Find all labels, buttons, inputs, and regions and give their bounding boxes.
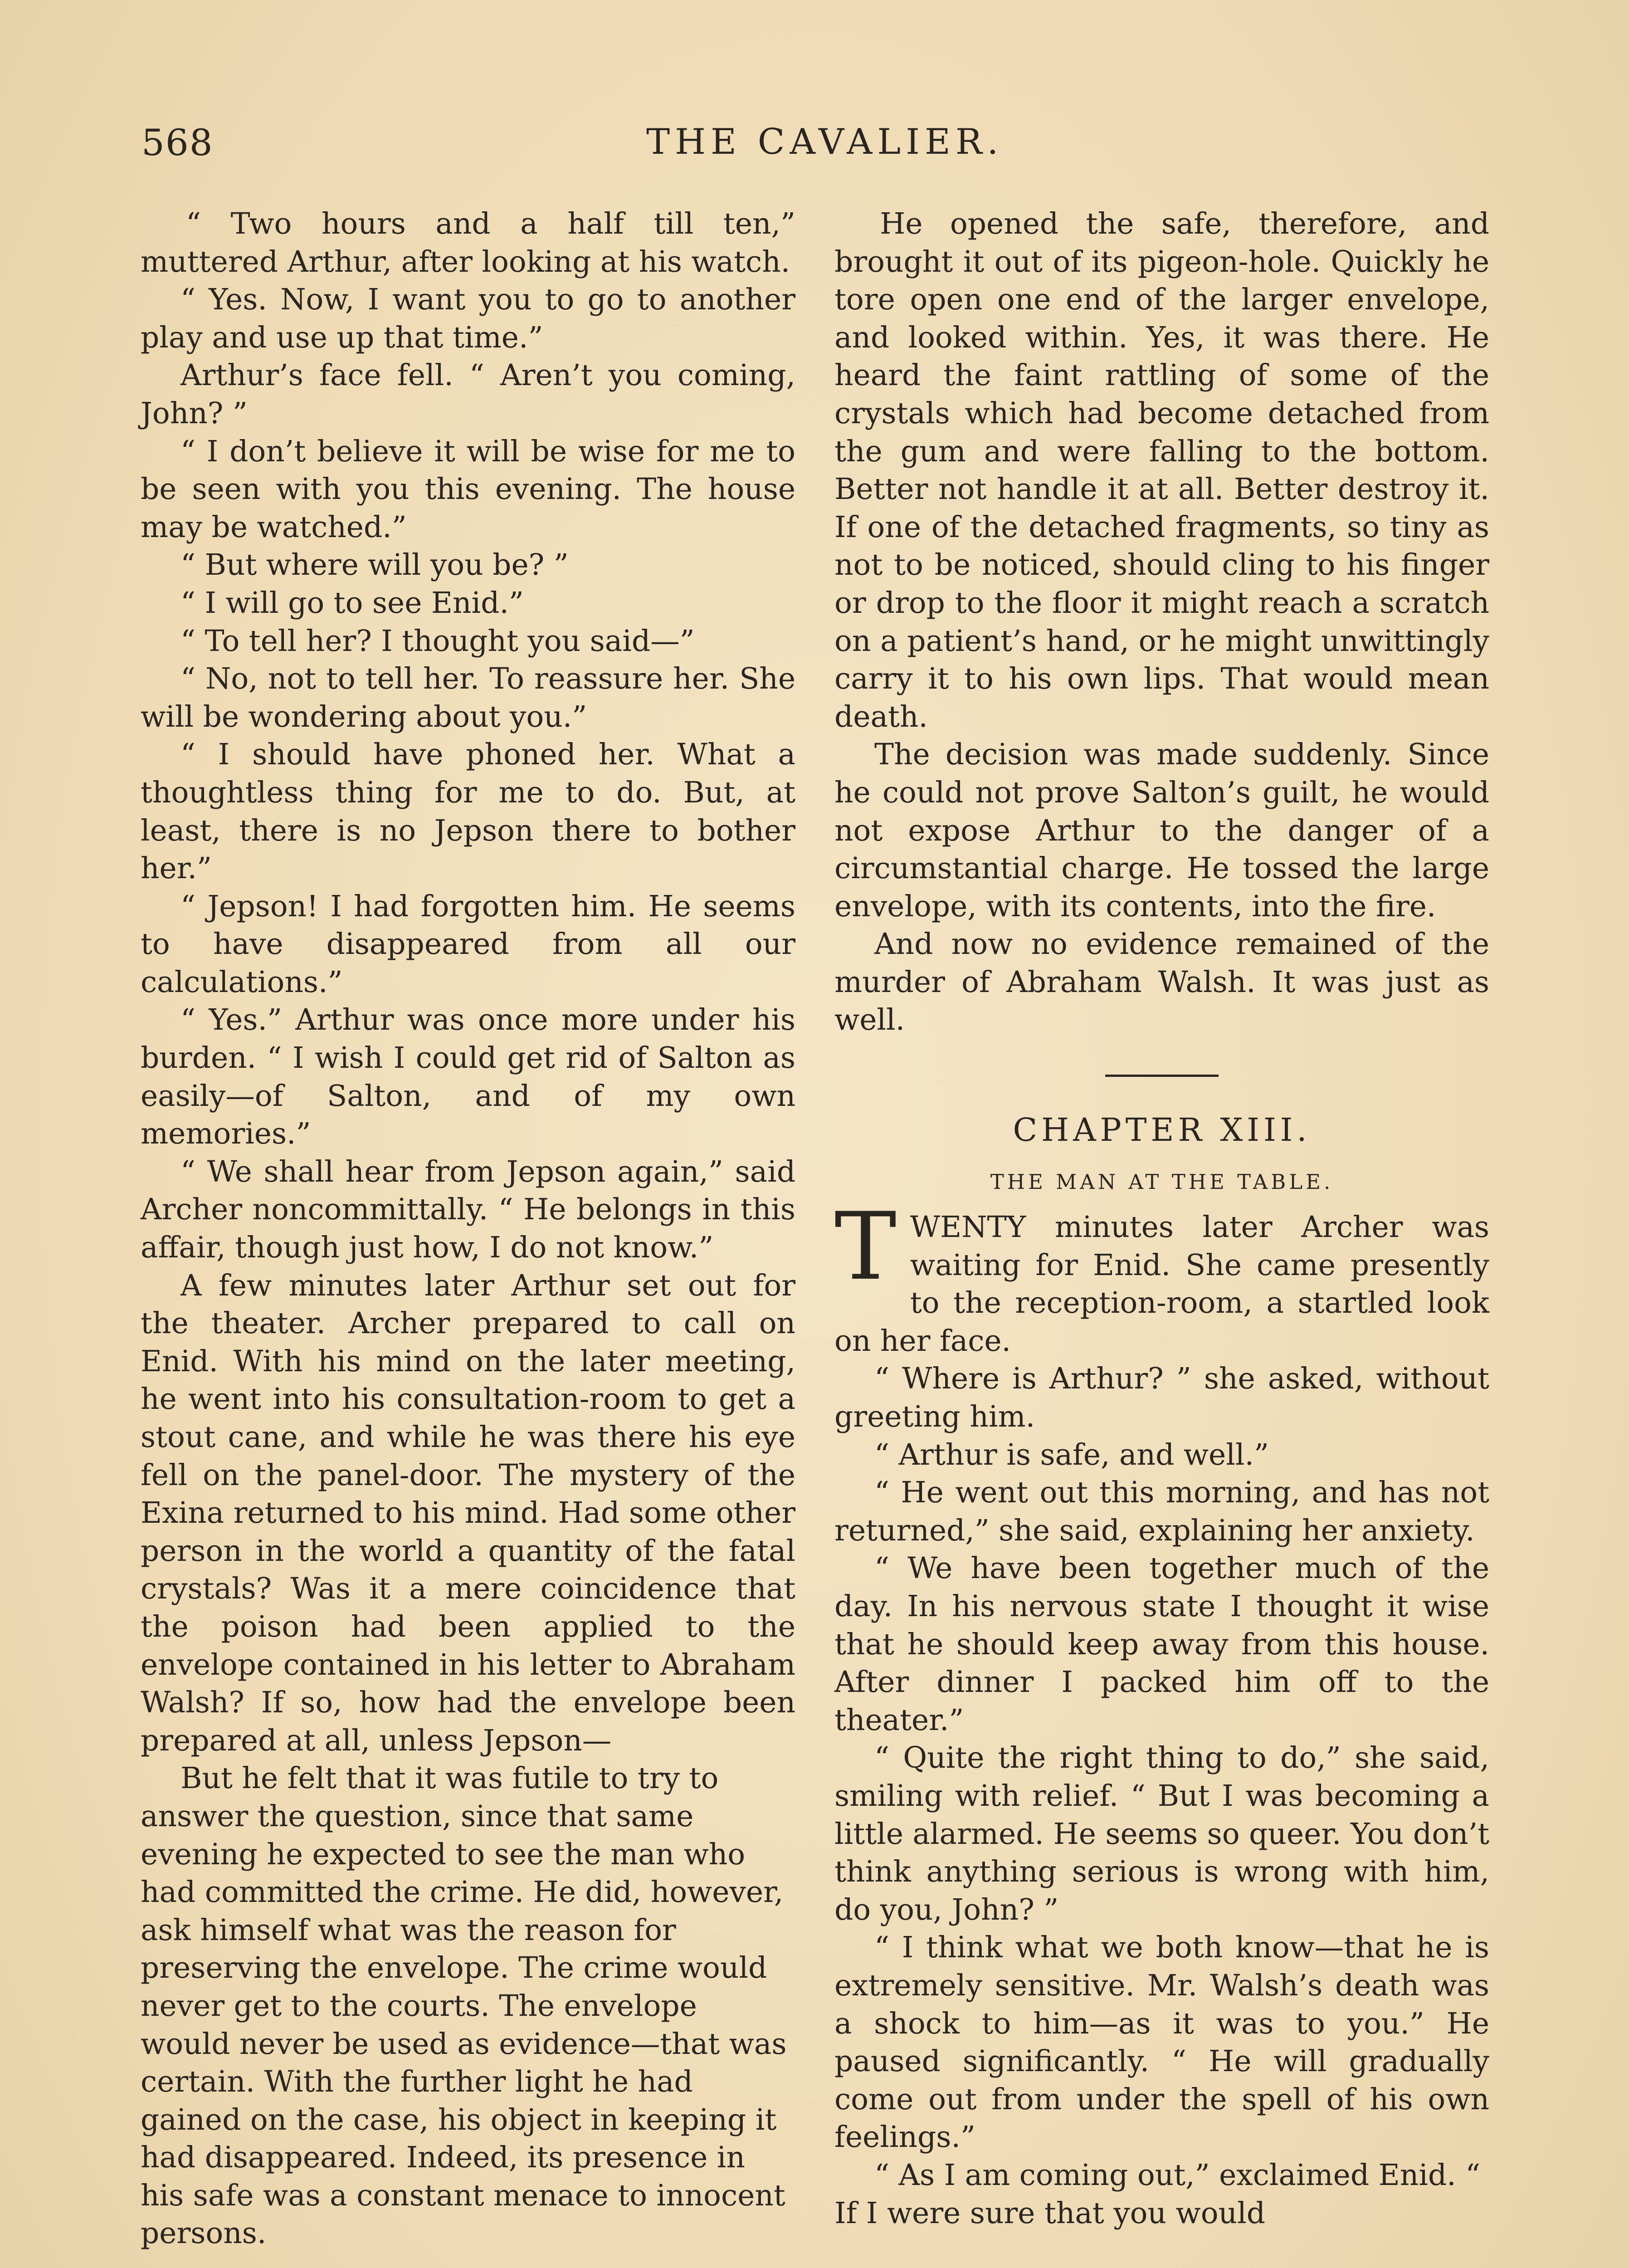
paragraph: “ But where will you be? ” [180, 548, 569, 582]
paragraph: A few minutes later Arthur set out for the theater. Archer prepared to call on Enid. With his mind on the later meeting, he went into his consultation-room to get a stout cane, and while he was there his eye fell on the panel-door. The mystery of the Exina returned to his mind. Had some other person in the world a quantity of the fatal crystals? Was it a mere coincidence that the poison had been applied to the envelope contained in his letter to Abraham Walsh? If so, how had the envelope been prepared at all, unless Jepson— [141, 1268, 795, 1758]
paragraph: The decision was made suddenly. Since he could not prove Salton’s guilt, he would not expose Arthur to the danger of a circumstantial charge. He tossed the large envelope, with its contents, into the fire. [834, 738, 1489, 924]
left-column [141, 205, 795, 2253]
chapter-opening-paragraph [834, 1193, 1489, 1360]
paragraph: Arthur’s face fell. “ Aren’t you coming, John? ” [141, 358, 795, 430]
paragraph: “ I will go to see Enid.” [180, 586, 524, 620]
right-column [834, 205, 1489, 2232]
paragraph: “ I should have phoned her. What a thoughtless thing for me to do. But, at least, there is no Jepson there to bother her.” [141, 738, 795, 886]
paragraph: But he felt that it was futile to try to answer the question, since that same evening he expected to see the man who had committed the crime. He did, however, ask himself what was the reason for preserving the envelope. The crime would never get to the courts. The envelope would never be used as evidence—that was certain. With the further light he had gained on the case, his object in keeping it had disappeared. Indeed, its presence in his safe was a constant menace to innocent persons. [141, 1761, 787, 2251]
page-number: 568 [141, 122, 214, 164]
chapter-subtitle: THE MAN AT THE TABLE. [990, 1170, 1334, 1194]
paragraph: “ We shall hear from Jepson again,” said Archer noncommittally. “ He belongs in this affair, though just how, I do not know.” [141, 1154, 795, 1265]
drop-cap: T [834, 1193, 897, 1301]
paragraph: “ Where is Arthur? ” she asked, without greeting him. [834, 1362, 1489, 1434]
paragraph: “ We have been together much of the day. In his nervous state I thought it wise that he should keep away from this house. After dinner I packed him off to the theater.” [834, 1551, 1489, 1737]
paragraph: “ Two hours and a half till ten,” muttered Arthur, after looking at his watch. [141, 207, 795, 279]
paragraph: “ Arthur is safe, and well.” [874, 1437, 1269, 1472]
paragraph: “ Jepson! I had forgotten him. He seems to have disappeared from all our calculations.” [141, 889, 795, 999]
paragraph: “ No, not to tell her. To reassure her. She will be wondering about you.” [141, 662, 795, 734]
paragraph: “ He went out this morning, and has not returned,” she said, explaining her anxiety. [834, 1476, 1489, 1548]
paragraph: And now no evidence remained of the murder of Abraham Walsh. It was just as well. [834, 927, 1489, 1037]
paragraph: “ Yes.” Arthur was once more under his burden. “ I wish I could get rid of Salton as easily—of Salton, and of my own memories.” [141, 1003, 795, 1151]
chapter-title: CHAPTER XIII. [1013, 1111, 1311, 1149]
running-head: THE CAVALIER. [646, 122, 1004, 162]
paragraph: “ Yes. Now, I want you to go to another play and use up that time.” [141, 283, 795, 355]
section-divider [1105, 1075, 1219, 1077]
paragraph: “ Quite the right thing to do,” she said, smiling with relief. “ But I was becoming a little alarmed. He seems so queer. You don’t think anything serious is wrong with him, do you, John? ” [834, 1741, 1489, 1927]
paragraph: “ I don’t believe it will be wise for me to be seen with you this evening. The house may be watched.” [141, 434, 795, 544]
paragraph: “ To tell her? I thought you said—” [180, 624, 695, 658]
opening-text: WENTY minutes later Archer was waiting for Enid. She came presently to the reception-room, a startled look on her face. [834, 1210, 1489, 1358]
paragraph: “ As I am coming out,” exclaimed Enid. “ If I were sure that you would [834, 2158, 1481, 2230]
paragraph: “ I think what we both know—that he is extremely sensitive. Mr. Walsh’s death was a shock to him—as it was to you.” He paused significantly. “ He will gradually come out from under the spell of his own feelings.” [834, 1931, 1489, 2155]
paragraph: He opened the safe, therefore, and brought it out of its pigeon-hole. Quickly he tore open one end of the larger envelope, and looked within. Yes, it was there. He heard the faint rattling of some of the crystals which had become detached from the gum and were falling to the bottom. Better not handle it at all. Better destroy it. If one of the detached fragments, so tiny as not to be noticed, should cling to his finger or drop to the floor it might reach a scratch on a patient’s hand, or he might unwittingly carry it to his own lips. That would mean death. [834, 207, 1489, 734]
